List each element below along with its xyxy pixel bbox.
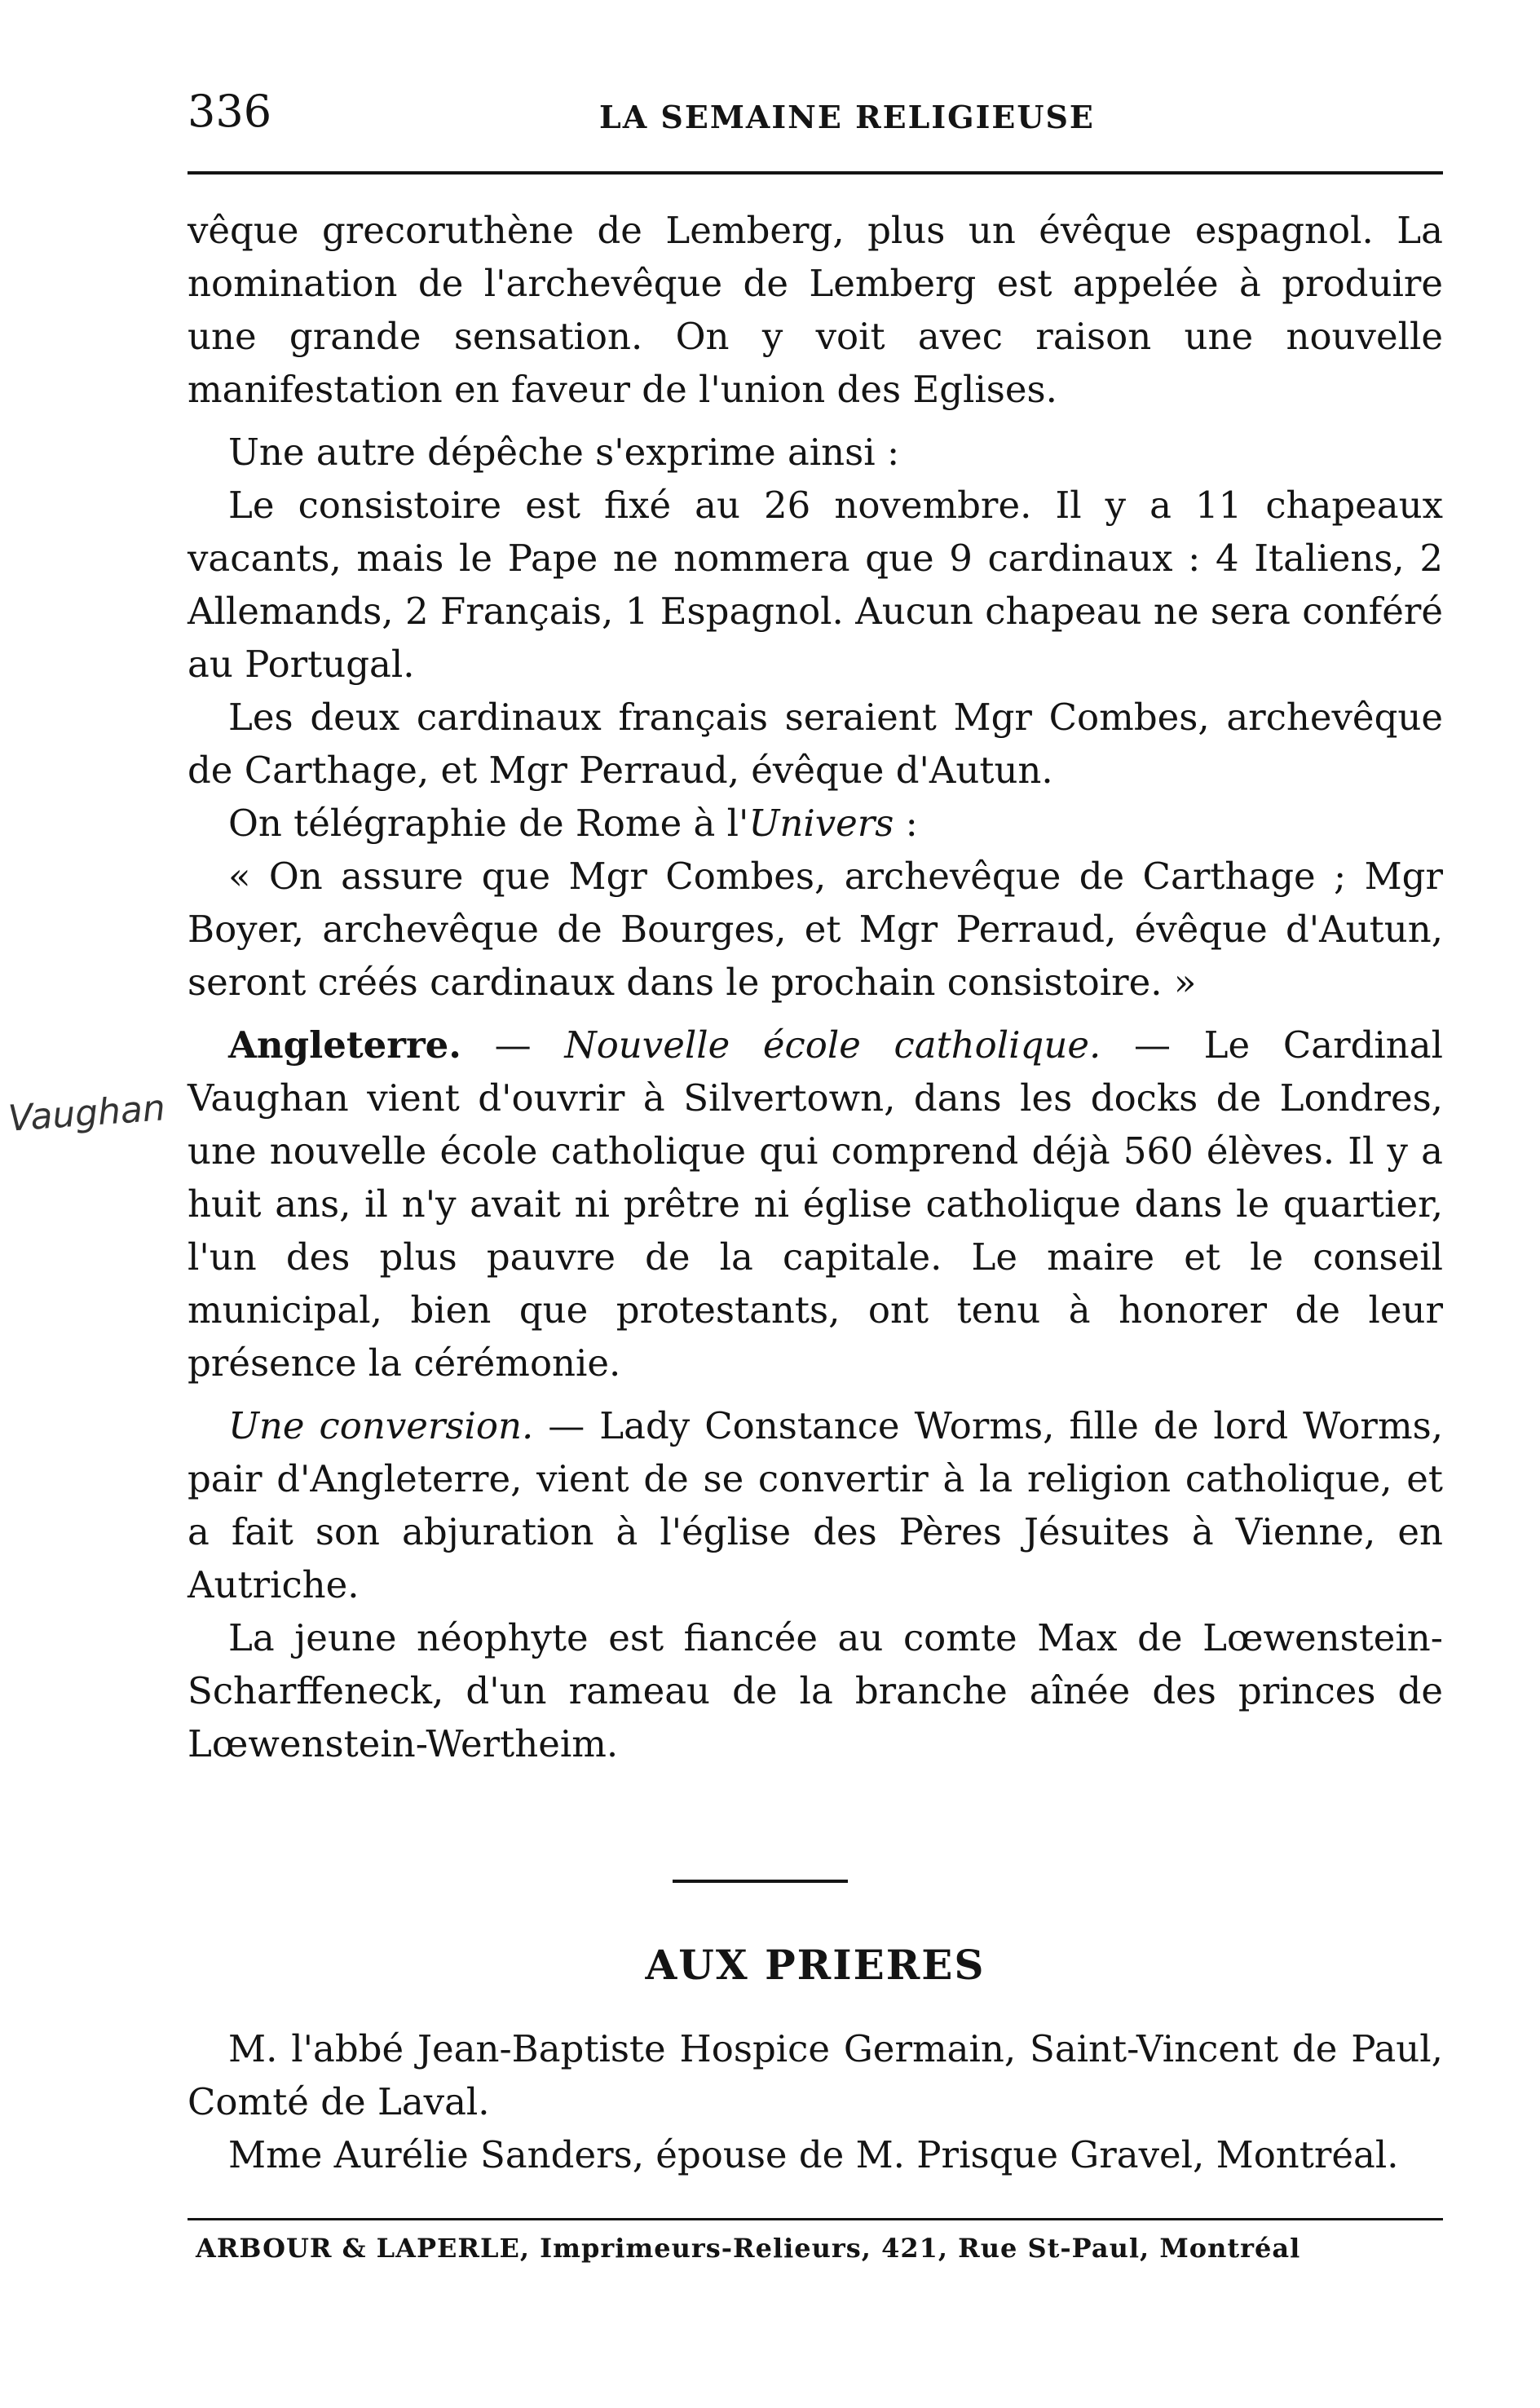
conversion-text: — Lady Constance Worms, fille de lord Worms, pair d'Angleterre, vient de se convertir à la religion catholique, et a fait son abjuration à l'église des Pères Jésuites à Vienne, en Autriche. bbox=[188, 1404, 1444, 1606]
paragraph-lemberg: vêque grecoruthène de Lemberg, plus un évêque espagnol. La nomination de l'archevêque de Lemberg est appelée à produire une grande sensation. On y voit avec raison une nouvelle manifestation en faveur de l'union des Eglises. bbox=[188, 209, 1443, 411]
paragraph-cardinaux: Les deux cardinaux français seraient Mgr Combes, archevêque de Carthage, et Mgr Perraud, évêque d'Autun. bbox=[188, 696, 1443, 792]
conversion-title: Une conversion. bbox=[228, 1404, 534, 1447]
prayers-list bbox=[188, 2022, 1443, 2181]
footer-rule bbox=[188, 2218, 1443, 2220]
running-title: LA SEMAINE RELIGIEUSE bbox=[599, 99, 1095, 135]
paragraph-quote: « On assure que Mgr Combes, archevêque de Carthage ; Mgr Boyer, archevêque de Bourges, et Mgr Perraud, évêque d'Autun, seront créés cardinaux dans le prochain consistoire. » bbox=[188, 855, 1443, 1004]
prayer-entry: M. l'abbé Jean-Baptiste Hospice Germain, Saint-Vincent de Paul, Comté de Laval. bbox=[188, 2027, 1443, 2123]
paragraph-consistoire: Le consistoire est fixé au 26 novembre. Il y a 11 chapeaux vacants, mais le Pape ne nommera que 9 cardinaux : 4 Italiens, 2 Allemands, 2 Français, 1 Espagnol. Aucun chapeau ne sera conféré au Portugal. bbox=[188, 484, 1443, 686]
telegraph-lead: On télégraphie de Rome à l' bbox=[228, 802, 749, 845]
page-header bbox=[188, 77, 1443, 151]
section-subtitle: Nouvelle école catholique. bbox=[564, 1023, 1101, 1067]
neophyte-text: La jeune néophyte est fiancée au comte Max de Lœwenstein- bbox=[228, 1616, 1443, 1659]
handwritten-margin-note: Vaughan bbox=[7, 1087, 167, 1140]
journal-name: Univers bbox=[748, 802, 894, 845]
page-number: 336 bbox=[188, 86, 272, 137]
section-dash: — bbox=[461, 1023, 565, 1067]
article-body bbox=[188, 204, 1443, 1770]
printer-imprint: ARBOUR & LAPERLE, Imprimeurs-Relieurs, 421, Rue St-Paul, Montréal bbox=[196, 2233, 1301, 2264]
neophyte-text-end: Scharffeneck, d'un rameau de la branche aînée des princes de Lœwenstein-Wertheim. bbox=[188, 1669, 1443, 1765]
section-divider bbox=[673, 1880, 848, 1883]
paragraph-angleterre bbox=[188, 1018, 1443, 1390]
angleterre-text: — Le Cardinal Vaughan vient d'ouvrir à Silvertown, dans les docks de Londres, une nouvelle école catholique qui comprend déjà 560 élèves. Il y a huit ans, il n'y avait ni prêtre ni église catholique dans le quartier, l'un des plus pauvre de la capitale. Le maire et le conseil municipal, bien que protestants, ont tenu à honorer de leur présence la cérémonie. bbox=[188, 1023, 1444, 1385]
paragraph-neophyte bbox=[188, 1611, 1443, 1770]
paragraph-telegraph bbox=[188, 797, 1443, 850]
prayers-heading: AUX PRIERES bbox=[645, 1941, 986, 1989]
paragraph-conversion bbox=[188, 1399, 1443, 1611]
section-title-angleterre: Angleterre. bbox=[228, 1023, 461, 1067]
prayer-entry: Mme Aurélie Sanders, épouse de M. Prisque Gravel, Montréal. bbox=[228, 2133, 1399, 2176]
header-rule bbox=[188, 171, 1443, 175]
telegraph-colon: : bbox=[894, 802, 918, 845]
paragraph-depeche: Une autre dépêche s'exprime ainsi : bbox=[228, 431, 900, 474]
